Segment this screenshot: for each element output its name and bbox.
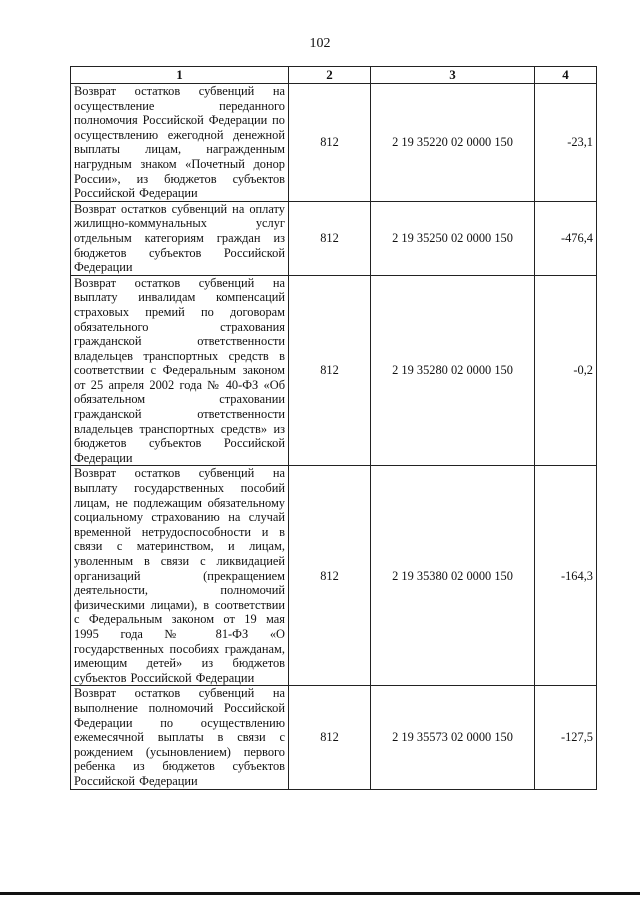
row-budget-code: 2 19 35250 02 0000 150 xyxy=(371,201,535,275)
row-description: Возврат остатков субвенций на оплату жилищно-коммунальных услуг отдельным категориям граждан из бюджетов субъектов Российской Федерации xyxy=(71,201,289,275)
row-description: Возврат остатков субвенций на осуществление переданного полномочия Российской Федерации по осуществлению ежегодной денежной выплаты лицам, награжденным нагрудным знаком «Почетный донор России», из бюджетов субъектов Российской Федерации xyxy=(71,84,289,202)
row-admin-code: 812 xyxy=(289,466,371,686)
row-description: Возврат остатков субвенций на выплату государственных пособий лицам, не подлежащим обязательному социальному страхованию на случай временной нетрудоспособности и в связи с материнством, и лицам, уволенным в связи с ликвидацией организаций (прекращением деятельности, полномочий физическими лицами), в соответствии с Федеральным законом от 19 мая 1995 года № 81-ФЗ «О государственных пособиях гражданам, имеющим детей» из бюджетов субъектов Российской Федерации xyxy=(71,466,289,686)
header-col-1: 1 xyxy=(71,67,289,84)
header-col-4: 4 xyxy=(535,67,597,84)
row-description: Возврат остатков субвенций на выплату инвалидам компенсаций страховых премий по договорам обязательного страхования гражданской ответственности владельцев транспортных средств в соответствии с Федеральным законом от 25 апреля 2002 года № 40-ФЗ «Об обязательном страховании гражданской ответственности владельцев транспортных средств» из бюджетов субъектов Российской Федерации xyxy=(71,275,289,466)
budget-table xyxy=(70,66,597,790)
page-number: 102 xyxy=(309,36,331,51)
table-row xyxy=(71,275,597,466)
row-budget-code: 2 19 35573 02 0000 150 xyxy=(371,686,535,789)
row-admin-code: 812 xyxy=(289,84,371,202)
row-amount: -476,4 xyxy=(535,201,597,275)
row-budget-code: 2 19 35220 02 0000 150 xyxy=(371,84,535,202)
table-row xyxy=(71,201,597,275)
header-col-3: 3 xyxy=(371,67,535,84)
scan-bottom-edge xyxy=(0,892,640,895)
header-row xyxy=(71,67,597,84)
table-row xyxy=(71,466,597,686)
row-description: Возврат остатков субвенций на выполнение полномочий Российской Федерации по осуществлению ежемесячной выплаты в связи с рождением (усыновлением) первого ребенка из бюджетов субъектов Российской Федерации xyxy=(71,686,289,789)
table-header xyxy=(71,67,597,84)
table-row xyxy=(71,84,597,202)
row-amount: -164,3 xyxy=(535,466,597,686)
row-admin-code: 812 xyxy=(289,275,371,466)
row-budget-code: 2 19 35280 02 0000 150 xyxy=(371,275,535,466)
header-col-2: 2 xyxy=(289,67,371,84)
row-amount: -127,5 xyxy=(535,686,597,789)
row-budget-code: 2 19 35380 02 0000 150 xyxy=(371,466,535,686)
row-admin-code: 812 xyxy=(289,686,371,789)
table-body xyxy=(71,84,597,790)
table-row xyxy=(71,686,597,789)
row-amount: -23,1 xyxy=(535,84,597,202)
row-amount: -0,2 xyxy=(535,275,597,466)
row-admin-code: 812 xyxy=(289,201,371,275)
